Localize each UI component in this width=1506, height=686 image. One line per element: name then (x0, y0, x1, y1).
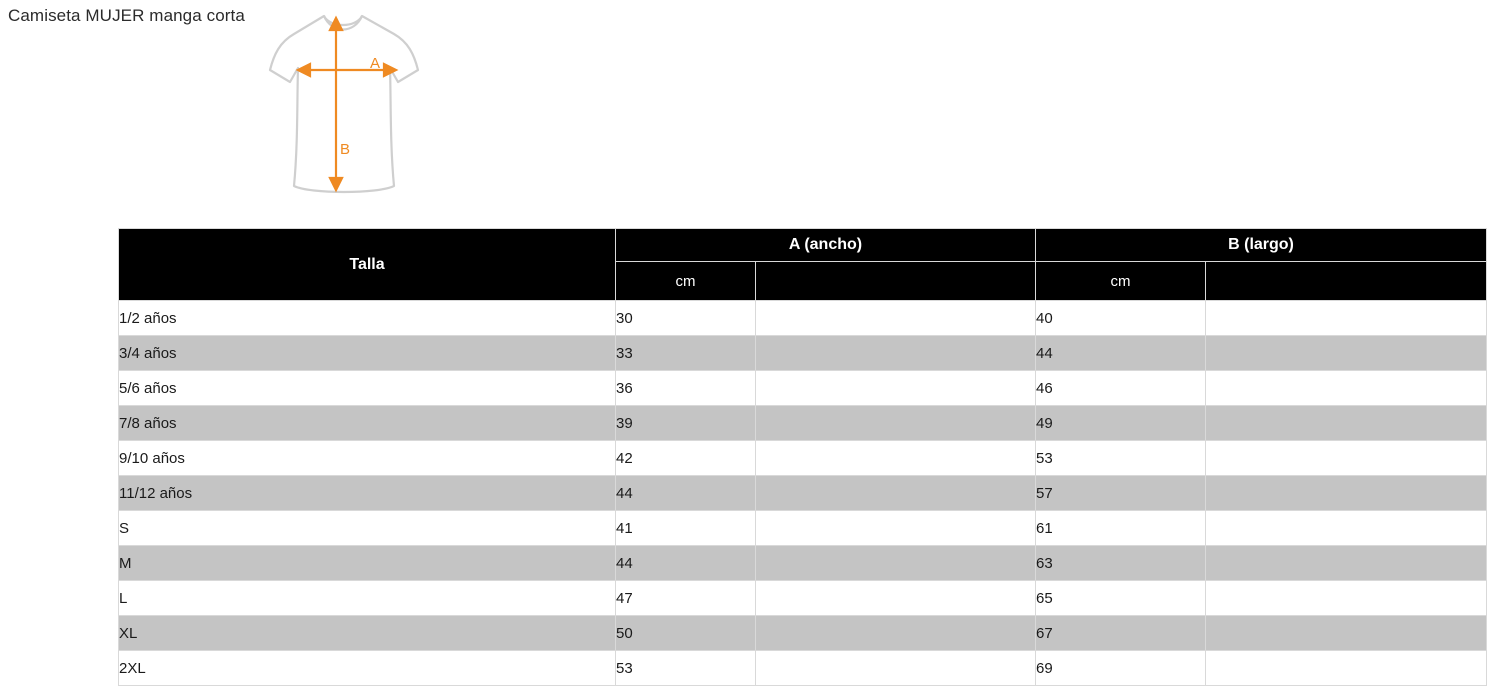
cell-a-cm: 42 (616, 441, 756, 476)
cell-b-cm: 65 (1036, 581, 1206, 616)
table-row (119, 406, 1487, 441)
header-a-unit-cm: cm (616, 262, 756, 301)
cell-b-cm: 46 (1036, 371, 1206, 406)
tshirt-outline-icon (270, 16, 418, 192)
header-a-ancho: A (ancho) (616, 229, 1036, 262)
header-talla: Talla (119, 229, 616, 301)
cell-b-blank (1206, 371, 1487, 406)
cell-a-blank (756, 476, 1036, 511)
cell-talla: XL (119, 616, 616, 651)
cell-a-blank (756, 406, 1036, 441)
cell-a-cm: 33 (616, 336, 756, 371)
table-row (119, 581, 1487, 616)
cell-talla: 2XL (119, 651, 616, 686)
table-row (119, 336, 1487, 371)
cell-a-cm: 44 (616, 546, 756, 581)
cell-b-cm: 44 (1036, 336, 1206, 371)
cell-b-blank (1206, 546, 1487, 581)
cell-b-cm: 69 (1036, 651, 1206, 686)
cell-b-blank (1206, 336, 1487, 371)
cell-a-blank (756, 581, 1036, 616)
cell-a-cm: 30 (616, 301, 756, 336)
cell-a-cm: 39 (616, 406, 756, 441)
measure-arrows (298, 18, 396, 190)
cell-b-cm: 49 (1036, 406, 1206, 441)
length-label: B (340, 141, 351, 158)
cell-talla: 7/8 años (119, 406, 616, 441)
table-row (119, 651, 1487, 686)
cell-a-blank (756, 511, 1036, 546)
cell-b-blank (1206, 301, 1487, 336)
cell-talla: 11/12 años (119, 476, 616, 511)
cell-b-blank (1206, 476, 1487, 511)
table-row (119, 476, 1487, 511)
cell-a-blank (756, 651, 1036, 686)
cell-a-cm: 47 (616, 581, 756, 616)
width-label: A (370, 55, 381, 72)
page-title: Camiseta MUJER manga corta (8, 6, 245, 25)
cell-a-blank (756, 371, 1036, 406)
cell-b-blank (1206, 511, 1487, 546)
table-row (119, 546, 1487, 581)
cell-a-cm: 36 (616, 371, 756, 406)
table-header (119, 229, 1487, 301)
cell-b-blank (1206, 581, 1487, 616)
table-row (119, 616, 1487, 651)
table-header-row-groups (119, 229, 1487, 262)
cell-b-blank (1206, 441, 1487, 476)
table-row (119, 371, 1487, 406)
table-row (119, 511, 1487, 546)
cell-a-blank (756, 301, 1036, 336)
cell-a-cm: 50 (616, 616, 756, 651)
table-row (119, 441, 1487, 476)
cell-talla: 9/10 años (119, 441, 616, 476)
tshirt-diagram (258, 4, 448, 204)
cell-a-cm: 44 (616, 476, 756, 511)
header-a-unit-blank (756, 262, 1036, 301)
cell-talla: 1/2 años (119, 301, 616, 336)
cell-talla: S (119, 511, 616, 546)
header-b-unit-cm: cm (1036, 262, 1206, 301)
cell-talla: M (119, 546, 616, 581)
cell-talla: L (119, 581, 616, 616)
cell-b-cm: 40 (1036, 301, 1206, 336)
size-table (118, 228, 1487, 686)
cell-a-cm: 41 (616, 511, 756, 546)
cell-b-cm: 63 (1036, 546, 1206, 581)
cell-talla: 5/6 años (119, 371, 616, 406)
cell-a-blank (756, 546, 1036, 581)
cell-b-blank (1206, 406, 1487, 441)
table-body (119, 301, 1487, 686)
cell-b-cm: 53 (1036, 441, 1206, 476)
cell-b-cm: 61 (1036, 511, 1206, 546)
table-row (119, 301, 1487, 336)
size-table-container (118, 228, 1486, 686)
cell-a-blank (756, 441, 1036, 476)
header-b-unit-blank (1206, 262, 1487, 301)
cell-talla: 3/4 años (119, 336, 616, 371)
cell-a-blank (756, 336, 1036, 371)
cell-a-cm: 53 (616, 651, 756, 686)
cell-b-blank (1206, 651, 1487, 686)
cell-a-blank (756, 616, 1036, 651)
cell-b-cm: 57 (1036, 476, 1206, 511)
cell-b-cm: 67 (1036, 616, 1206, 651)
cell-b-blank (1206, 616, 1487, 651)
header-b-largo: B (largo) (1036, 229, 1487, 262)
